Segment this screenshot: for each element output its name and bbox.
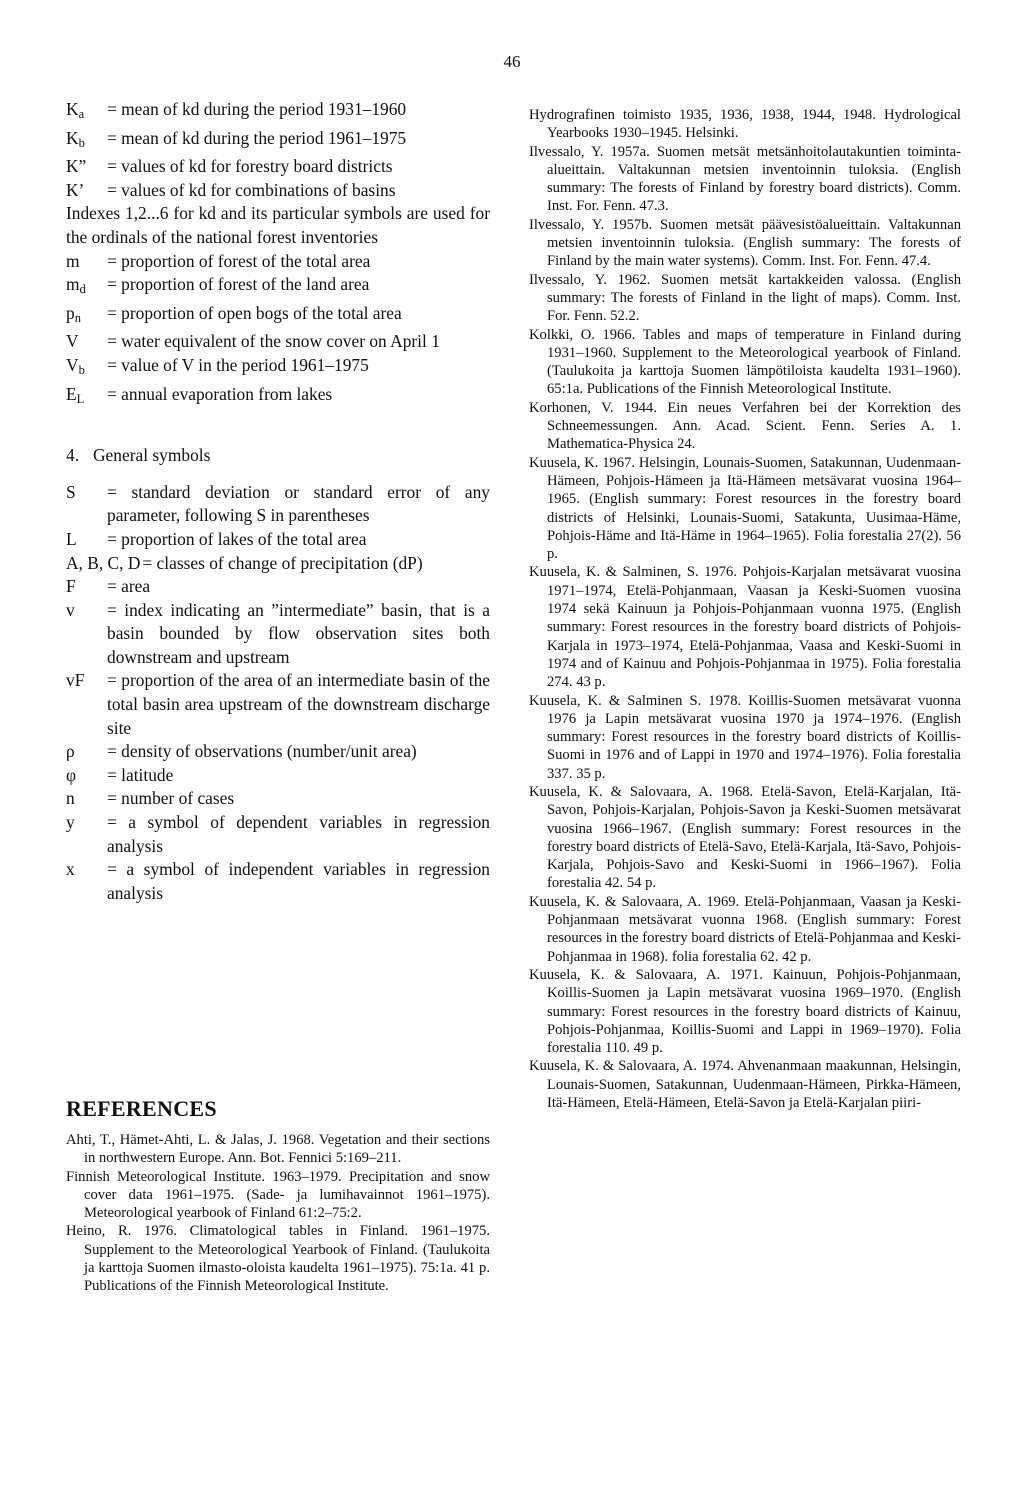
symbol-row (66, 481, 490, 528)
reference-entry: Kuusela, K. & Salovaara, A. 1971. Kainuun, Pohjois-Pohjanmaan, Koillis-Suomen ja Lapin metsävarat vuosina 1969–1970. (English summary: Forest resources in the forestry board districts of Kainuu, Pohjois-Pohjanmaa, Koillis-Suomi and Lappi in 1969–1970). Folia forestalia 110. 49 p. (529, 966, 961, 1057)
symbol-definition: = density of observations (number/unit area) (107, 741, 417, 762)
symbol: $V_b$ (66, 354, 85, 377)
symbol: V (66, 331, 79, 352)
reference-entry: Kuusela, K. & Salminen, S. 1976. Pohjois-Karjalan metsävarat vuosina 1971–1974, Etelä-Pohjanmaan, Vaasan ja Keski-Suomen vuosina 1974 sekä Kainuun ja Pohjois-Pohjanmaan vuonna 1975. (English summary: Forest resources in the forestry board districts of Pohjois-Karjala in 1973–1974, Etelä-Pohjanmaa, Vaasa and Keski-Suomi in 1974 and of Kainuu and Pohjois-Pohjanmaa in 1975). Folia forestalia 274. 43 p. (529, 564, 961, 691)
reference-entry: Kuusela, K. & Salovaara, A. 1969. Etelä-Pohjanmaan, Vaasan ja Keski-Pohjanmaan metsävarat vuonna 1968. (English summary: Forest resources in the forestry board districts of Etelä-Pohjanmaa and Keski-Pohjanmaa in 1968). folia forestalia 62. 42 p. (529, 893, 961, 965)
symbol-definition: = mean of kd during the period 1961–1975 (107, 127, 407, 148)
symbol: x (66, 859, 75, 880)
symbol-definition: = area (107, 576, 151, 597)
symbol-definition: = classes of change of precipitation (dP) (142, 552, 423, 573)
symbol-definition: = proportion of lakes of the total area (107, 528, 367, 549)
symbol-row (66, 669, 490, 740)
symbol-definition: = proportion of forest of the land area (107, 274, 370, 295)
section-title: General symbols (93, 445, 211, 466)
reference-entry: Kuusela, K. 1967. Helsingin, Lounais-Suomen, Satakunnan, Uudenmaan-Hämeen, Pohjois-Hämeen ja Itä-Hämeen metsävarat vuosina 1964–1965. (English summary: Forest resources in the forestry board districts of Helsinki, Lounais-Suomi, Satakunta, Uusimaa-Häme, Pohjois-Häme and Itä-Häme in 1964–1965). Folia forestalia 27(2). 56 p. (529, 454, 961, 563)
symbol-definition: = annual evaporation from lakes (107, 383, 333, 404)
symbol-row (66, 179, 490, 203)
symbol-row (66, 354, 490, 383)
symbol-row (66, 858, 490, 905)
symbol: F (66, 576, 76, 597)
symbol-row (66, 127, 490, 156)
reference-entry: Ilvessalo, Y. 1962. Suomen metsät kartakkeiden valossa. (English summary: The forests of Finland in the light of maps). Comm. Inst. For. Fenn. 52.2. (529, 271, 961, 325)
symbol: L (66, 528, 77, 549)
section-number: 4. (66, 445, 80, 466)
symbol-row (66, 155, 490, 179)
reference-entry: Hydrografinen toimisto 1935, 1936, 1938, 1944, 1948. Hydrological Yearbooks 1930–1945. Helsinki. (529, 107, 961, 142)
symbol: $p_n$ (66, 302, 81, 325)
symbol-definition: = proportion of open bogs of the total area (107, 302, 402, 323)
reference-entry: Kuusela, K. & Salovaara, A. 1968. Etelä-Savon, Etelä-Karjalan, Itä-Savon, Pohjois-Karjalan, Pohjois-Savon ja Keski-Suomen metsävarat vuosina 1966–1967. (English summary: Forest resources in the forestry board districts of Etelä-Savo, Etelä-Karjala, Itä-Savo, Pohjois-Karjala, Pohjois-Savo and Keski-Suomi in 1966–1967). Folia forestalia 42. 54 p. (529, 783, 961, 892)
symbol: m (66, 250, 80, 271)
symbol-row (66, 764, 490, 788)
symbol-row (66, 250, 490, 274)
symbol-row (66, 98, 490, 127)
symbol-definition: = proportion of forest of the total area (107, 250, 371, 271)
symbol: y (66, 812, 75, 833)
symbol: K’ (66, 179, 85, 200)
references-list-left (66, 1131, 490, 1296)
symbol: ρ (66, 741, 75, 762)
symbol-row (66, 330, 490, 354)
reference-entry: Ahti, T., Hämet-Ahti, L. & Jalas, J. 1968. Vegetation and their sections in northwestern Europe. Ann. Bot. Fennici 5:169–211. (66, 1132, 490, 1167)
symbol-row (66, 740, 490, 764)
reference-entry: Korhonen, V. 1944. Ein neues Verfahren bei der Korrektion des Schneemessungen. Ann. Acad. Scient. Fenn. Series A. 1. Mathematica-Physica 24. (529, 399, 961, 453)
symbol: φ (66, 764, 77, 785)
symbol-row (66, 302, 490, 331)
symbol-definition: = index indicating an ”intermediate” basin, that is a basin bounded by flow observation sites both downstream and upstream (107, 599, 490, 667)
section-heading (66, 444, 490, 468)
symbol: n (66, 788, 75, 809)
reference-entry: Heino, R. 1976. Climatological tables in Finland. 1961–1975. Supplement to the Meteorological Yearbook of Finland. (Taulukoita ja karttoja Suomen ilmasto-oloista kaudelta 1961–1975). 75:1a. 41 p. Publications of the Finnish Meteorological Institute. (66, 1223, 490, 1295)
symbol-definition: = water equivalent of the snow cover on April 1 (107, 331, 440, 352)
symbol: A, B, C, D (66, 552, 141, 573)
reference-entry: Kuusela, K. & Salminen S. 1978. Koillis-Suomen metsävarat vuonna 1976 ja Lapin metsävarat vuosina 1970 ja 1974–1976. (English summary: Forest resources in the forestry board districts of Koillis-Suomi in 1976 and of Lappi in 1970 and 1974–1976). Folia forestalia 337. 35 p. (529, 692, 961, 782)
reference-entry: Kolkki, O. 1966. Tables and maps of temperature in Finland during 1931–1960. Supplement to the Meteorological yearbook of Finland. (Taulukoita ja karttoja Suomen lämpötiloista kaudelta 1931–1960). 65:1a. Publications of the Finnish Meteorological Institute. (529, 326, 961, 398)
symbol-definition: = latitude (107, 764, 174, 785)
symbol-row (66, 528, 490, 552)
symbol-definition: = value of V in the period 1961–1975 (107, 354, 369, 375)
symbol-definition: = mean of kd during the period 1931–1960 (107, 99, 407, 119)
symbol: $K_b$ (66, 127, 85, 150)
symbol-row (66, 552, 490, 576)
symbol-definition: = a symbol of dependent variables in regression analysis (107, 812, 490, 856)
symbol: K” (66, 156, 87, 177)
references-list-right (529, 106, 961, 1112)
references-heading: REFERENCES (66, 1096, 217, 1121)
symbol-row (66, 383, 490, 412)
symbols-column (66, 98, 490, 905)
reference-entry: Ilvessalo, Y. 1957b. Suomen metsät päävesistöalueittain. Valtakunnan metsien inventoinnin tuloksia. (English summary: The forests of Finland by the main water systems). Comm. Inst. For. Fenn. 47.4. (529, 216, 961, 270)
page-number: 46 (503, 52, 521, 71)
symbol-row (66, 599, 490, 670)
symbol-row (66, 273, 490, 302)
reference-entry: Finnish Meteorological Institute. 1963–1979. Precipitation and snow cover data 1961–1975. (Sade- ja lumihavainnot 1961–1975). Meteorological yearbook of Finland 61:2–75:2. (66, 1168, 490, 1222)
reference-entry: Kuusela, K. & Salovaara, A. 1974. Ahvenanmaan maakunnan, Helsingin, Lounais-Suomen, Satakunnan, Uudenmaan-Hämeen, Pirkka-Hämeen, Itä-Hämeen, Etelä-Hämeen, Etelä-Savon ja Etelä-Karjalan piiri- (529, 1058, 961, 1112)
symbol: S (66, 481, 76, 502)
symbol-definition: = proportion of the area of an intermediate basin of the total basin area upstream of the downstream discharge site (107, 670, 490, 738)
symbol: $m_d$ (66, 274, 86, 297)
symbol-row (66, 787, 490, 811)
symbol-row (66, 811, 490, 858)
symbol: v (66, 599, 75, 620)
symbol-definition: = a symbol of independent variables in regression analysis (107, 859, 490, 903)
symbol-definition: = values of kd for combinations of basins (107, 179, 396, 200)
symbol-row (66, 575, 490, 599)
symbol: $E_L$ (66, 383, 85, 406)
indexes-note: Indexes 1,2...6 for kd and its particular symbols are used for the ordinals of the national forest inventories (66, 203, 490, 247)
symbol: $K_a$ (66, 99, 85, 121)
symbol-definition: = standard deviation or standard error of any parameter, following S in parentheses (107, 481, 490, 526)
reference-entry: Ilvessalo, Y. 1957a. Suomen metsät metsänhoitolautakuntien toiminta-alueittain. Valtakunnan metsien inventoinnin tuloksia. (English summary: The forests of Finland by forestry board districts). Comm. Inst. For. Fenn. 47.3. (529, 143, 961, 215)
symbol: vF (66, 670, 85, 691)
symbol-definition: = number of cases (107, 788, 235, 809)
symbol-definition: = values of kd for forestry board districts (107, 156, 393, 177)
